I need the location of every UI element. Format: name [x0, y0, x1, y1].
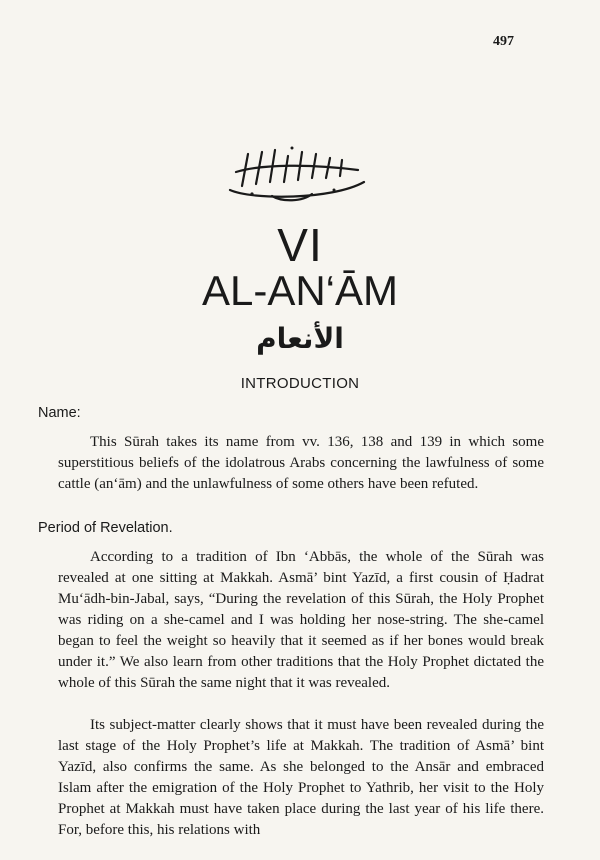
paragraph-period-2: [58, 715, 544, 841]
surah-number: VI: [277, 219, 323, 271]
subheading-period-of-revelation: Period of Revelation.: [38, 520, 173, 536]
paragraph-period-1: [58, 547, 544, 694]
paragraph-period-1-text: According to a tradition of Ibn ‘Abbās, the whole of the Sūrah was revealed at one sitting at Makkah. Asmā’ bint Yazīd, a first cousin of Ḥadrat Mu‘ādh-bin-Jabal, says, “During the revelation of this Sūrah, the Holy Prophet was riding on a she-camel and I was holding her nose-string. The she-camel began to feel the weight so heavily that it seemed as if her bones would break under it.” We also learn from other traditions that the Holy Prophet dictated the whole of this Sūrah the same night that it was revealed.: [58, 549, 544, 691]
paragraph-period-2-text: Its subject-matter clearly shows that it must have been revealed during the last stage of the Holy Prophet’s life at Makkah. The tradition of Asmā’ bint Yazīd, also confirms the same. As she belonged to the Ansār and embraced Islam after the emigration of the Holy Prophet to Yathrib, her visit to the Holy Prophet at Makkah must have taken place during the last year of his life there. For, before this, his relations with: [58, 717, 544, 838]
paragraph-name: [58, 432, 544, 495]
bismillah-calligraphy-icon: [222, 142, 372, 204]
arabic-surah-name: الأنعام: [256, 322, 344, 355]
subheading-name: Name:: [38, 405, 81, 421]
page-number: 497: [493, 34, 514, 49]
section-heading-introduction: INTRODUCTION: [240, 375, 360, 392]
surah-name: AL-AN‘ĀM: [201, 267, 399, 314]
paragraph-name-text: This Sūrah takes its name from vv. 136, 138 and 139 in which some superstitious beliefs of the idolatrous Arabs concerning the lawfulness of some cattle (an‘ām) and the unlawfulness of some others have been refuted.: [58, 434, 544, 492]
